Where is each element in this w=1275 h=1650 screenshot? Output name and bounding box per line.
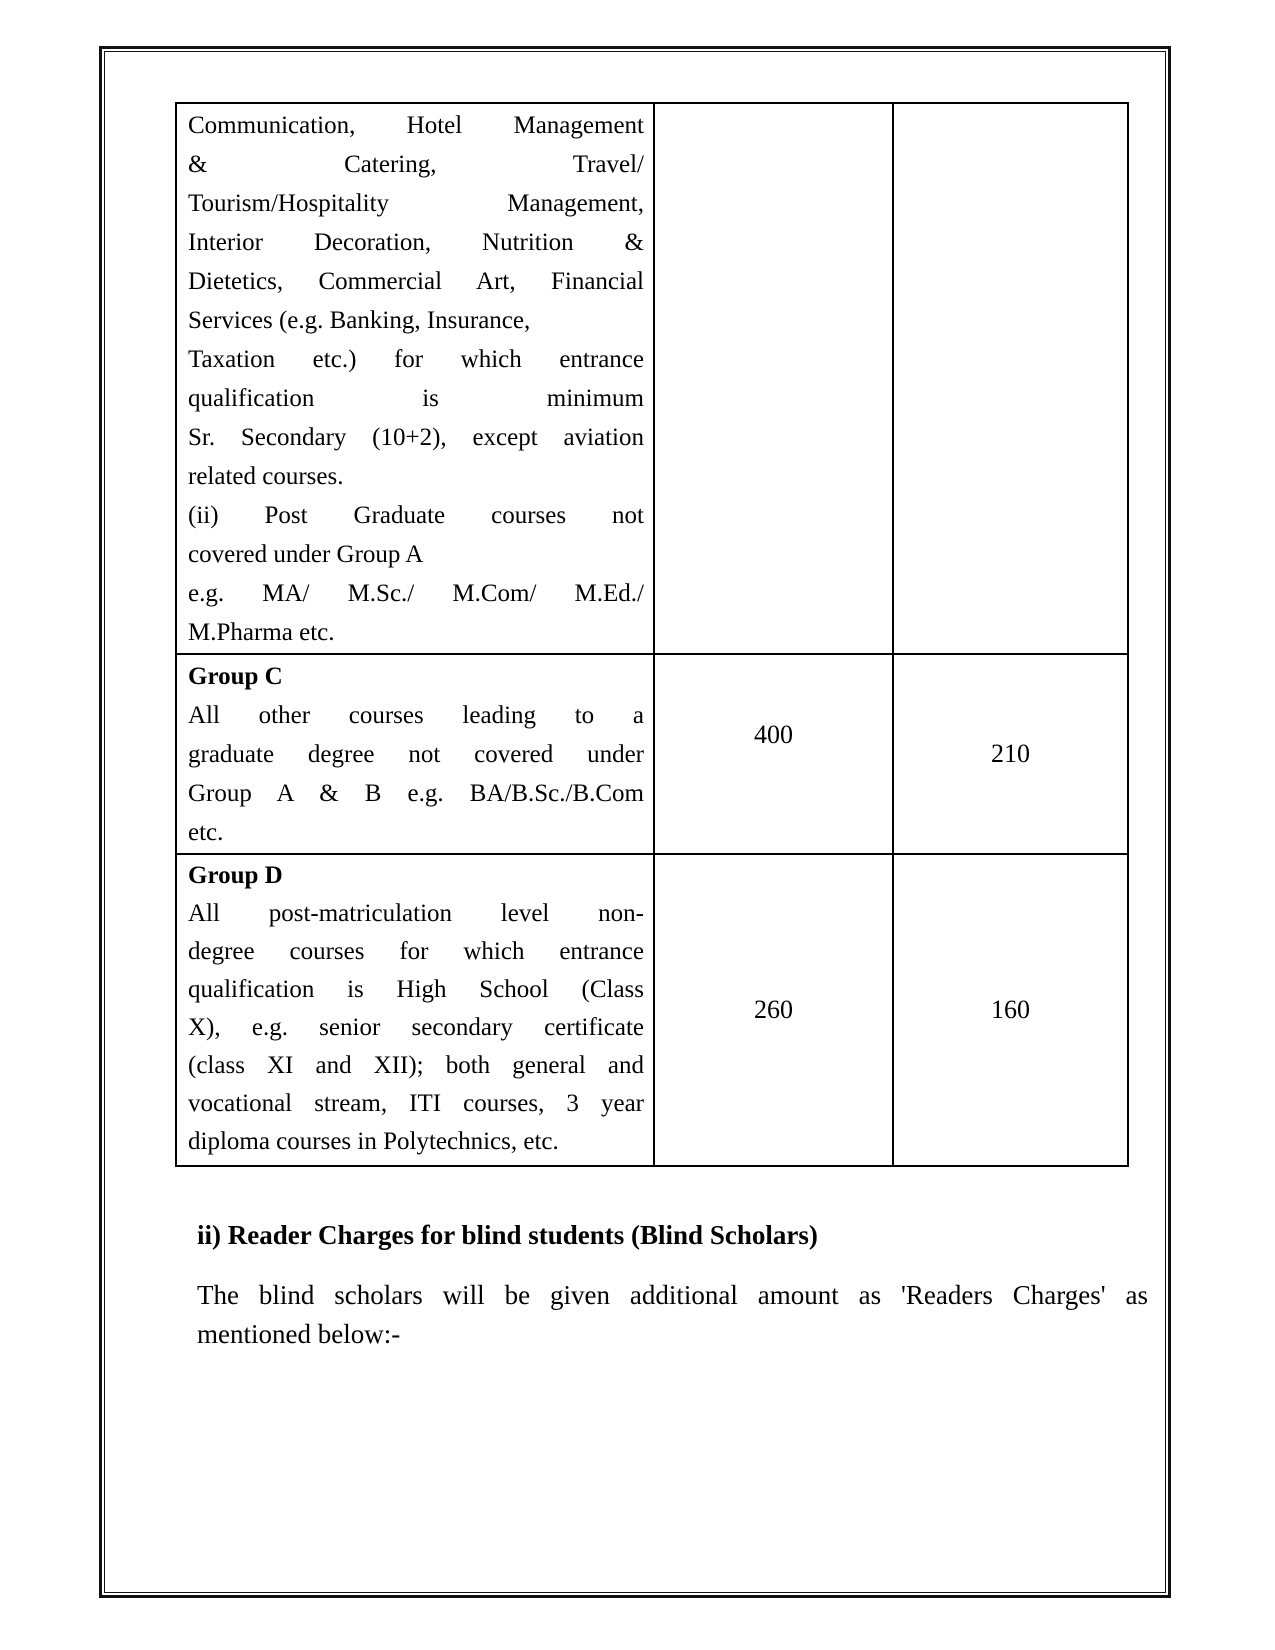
course-group-text-line: qualification is High School (Class (188, 976, 644, 1003)
course-group-cell (177, 655, 653, 853)
course-group-text-line: (ii) Post Graduate courses not (188, 502, 644, 529)
intro-paragraph (197, 1276, 1148, 1354)
rate-amount-cell (653, 104, 892, 653)
rate-amount-cell (892, 655, 1127, 853)
paragraph-line: mentioned below:- (197, 1319, 401, 1349)
table-row-group-b-continuation (177, 104, 1127, 655)
table-row-group-c (177, 655, 1127, 855)
course-group-text-line: qualification is minimum (188, 385, 644, 412)
course-group-text-line: All other courses leading to a (188, 702, 644, 729)
section-heading: ii) Reader Charges for blind students (Blind Scholars) (197, 1220, 818, 1250)
course-group-text-line: Dietetics, Commercial Art, Financial (188, 268, 644, 295)
course-group-text-line: diploma courses in Polytechnics, etc. (188, 1128, 559, 1155)
scholarship-rates-table (175, 102, 1129, 1167)
course-group-text-line: All post-matriculation level non- (188, 900, 644, 927)
course-group-text-line: e.g. MA/ M.Sc./ M.Com/ M.Ed./ (188, 580, 644, 607)
course-group-text-line: M.Pharma etc. (188, 619, 335, 646)
course-group-text-line: degree courses for which entrance (188, 938, 644, 965)
course-group-cell (177, 855, 653, 1165)
rate-amount: 260 (754, 995, 793, 1024)
course-group-text-line: & Catering, Travel/ (188, 151, 644, 178)
course-group-text-line: graduate degree not covered under (188, 741, 644, 768)
rate-amount: 210 (991, 739, 1030, 768)
course-group-text-line: related courses. (188, 463, 344, 490)
group-title-line: Group D (188, 862, 283, 889)
course-group-text-line: Interior Decoration, Nutrition & (188, 229, 644, 256)
rate-amount-cell (653, 855, 892, 1165)
rate-amount-cell (892, 104, 1127, 653)
course-group-text-line: Taxation etc.) for which entrance (188, 346, 644, 373)
course-group-text-line: Sr. Secondary (10+2), except aviation (188, 424, 644, 451)
course-group-text-line: Services (e.g. Banking, Insurance, (188, 307, 531, 334)
course-group-text-line: X), e.g. senior secondary certificate (188, 1014, 644, 1041)
rate-amount: 400 (754, 720, 793, 749)
course-group-text-line: (class XI and XII); both general and (188, 1052, 644, 1079)
course-group-text-line: Group A & B e.g. BA/B.Sc./B.Com (188, 780, 644, 807)
course-group-text-line: Tourism/Hospitality Management, (188, 190, 644, 217)
course-group-cell (177, 104, 653, 653)
course-group-text-line: etc. (188, 819, 224, 846)
course-group-text-line: vocational stream, ITI courses, 3 year (188, 1090, 644, 1117)
course-group-text-line: covered under Group A (188, 541, 424, 568)
rate-amount: 160 (991, 995, 1030, 1024)
table-row-group-d (177, 855, 1127, 1165)
rate-amount-cell (892, 855, 1127, 1165)
group-title-line: Group C (188, 663, 283, 690)
paragraph-line: The blind scholars will be given additional amount as 'Readers Charges' as (197, 1280, 1148, 1310)
course-group-text-line: Communication, Hotel Management (188, 112, 644, 139)
rate-amount-cell (653, 655, 892, 853)
